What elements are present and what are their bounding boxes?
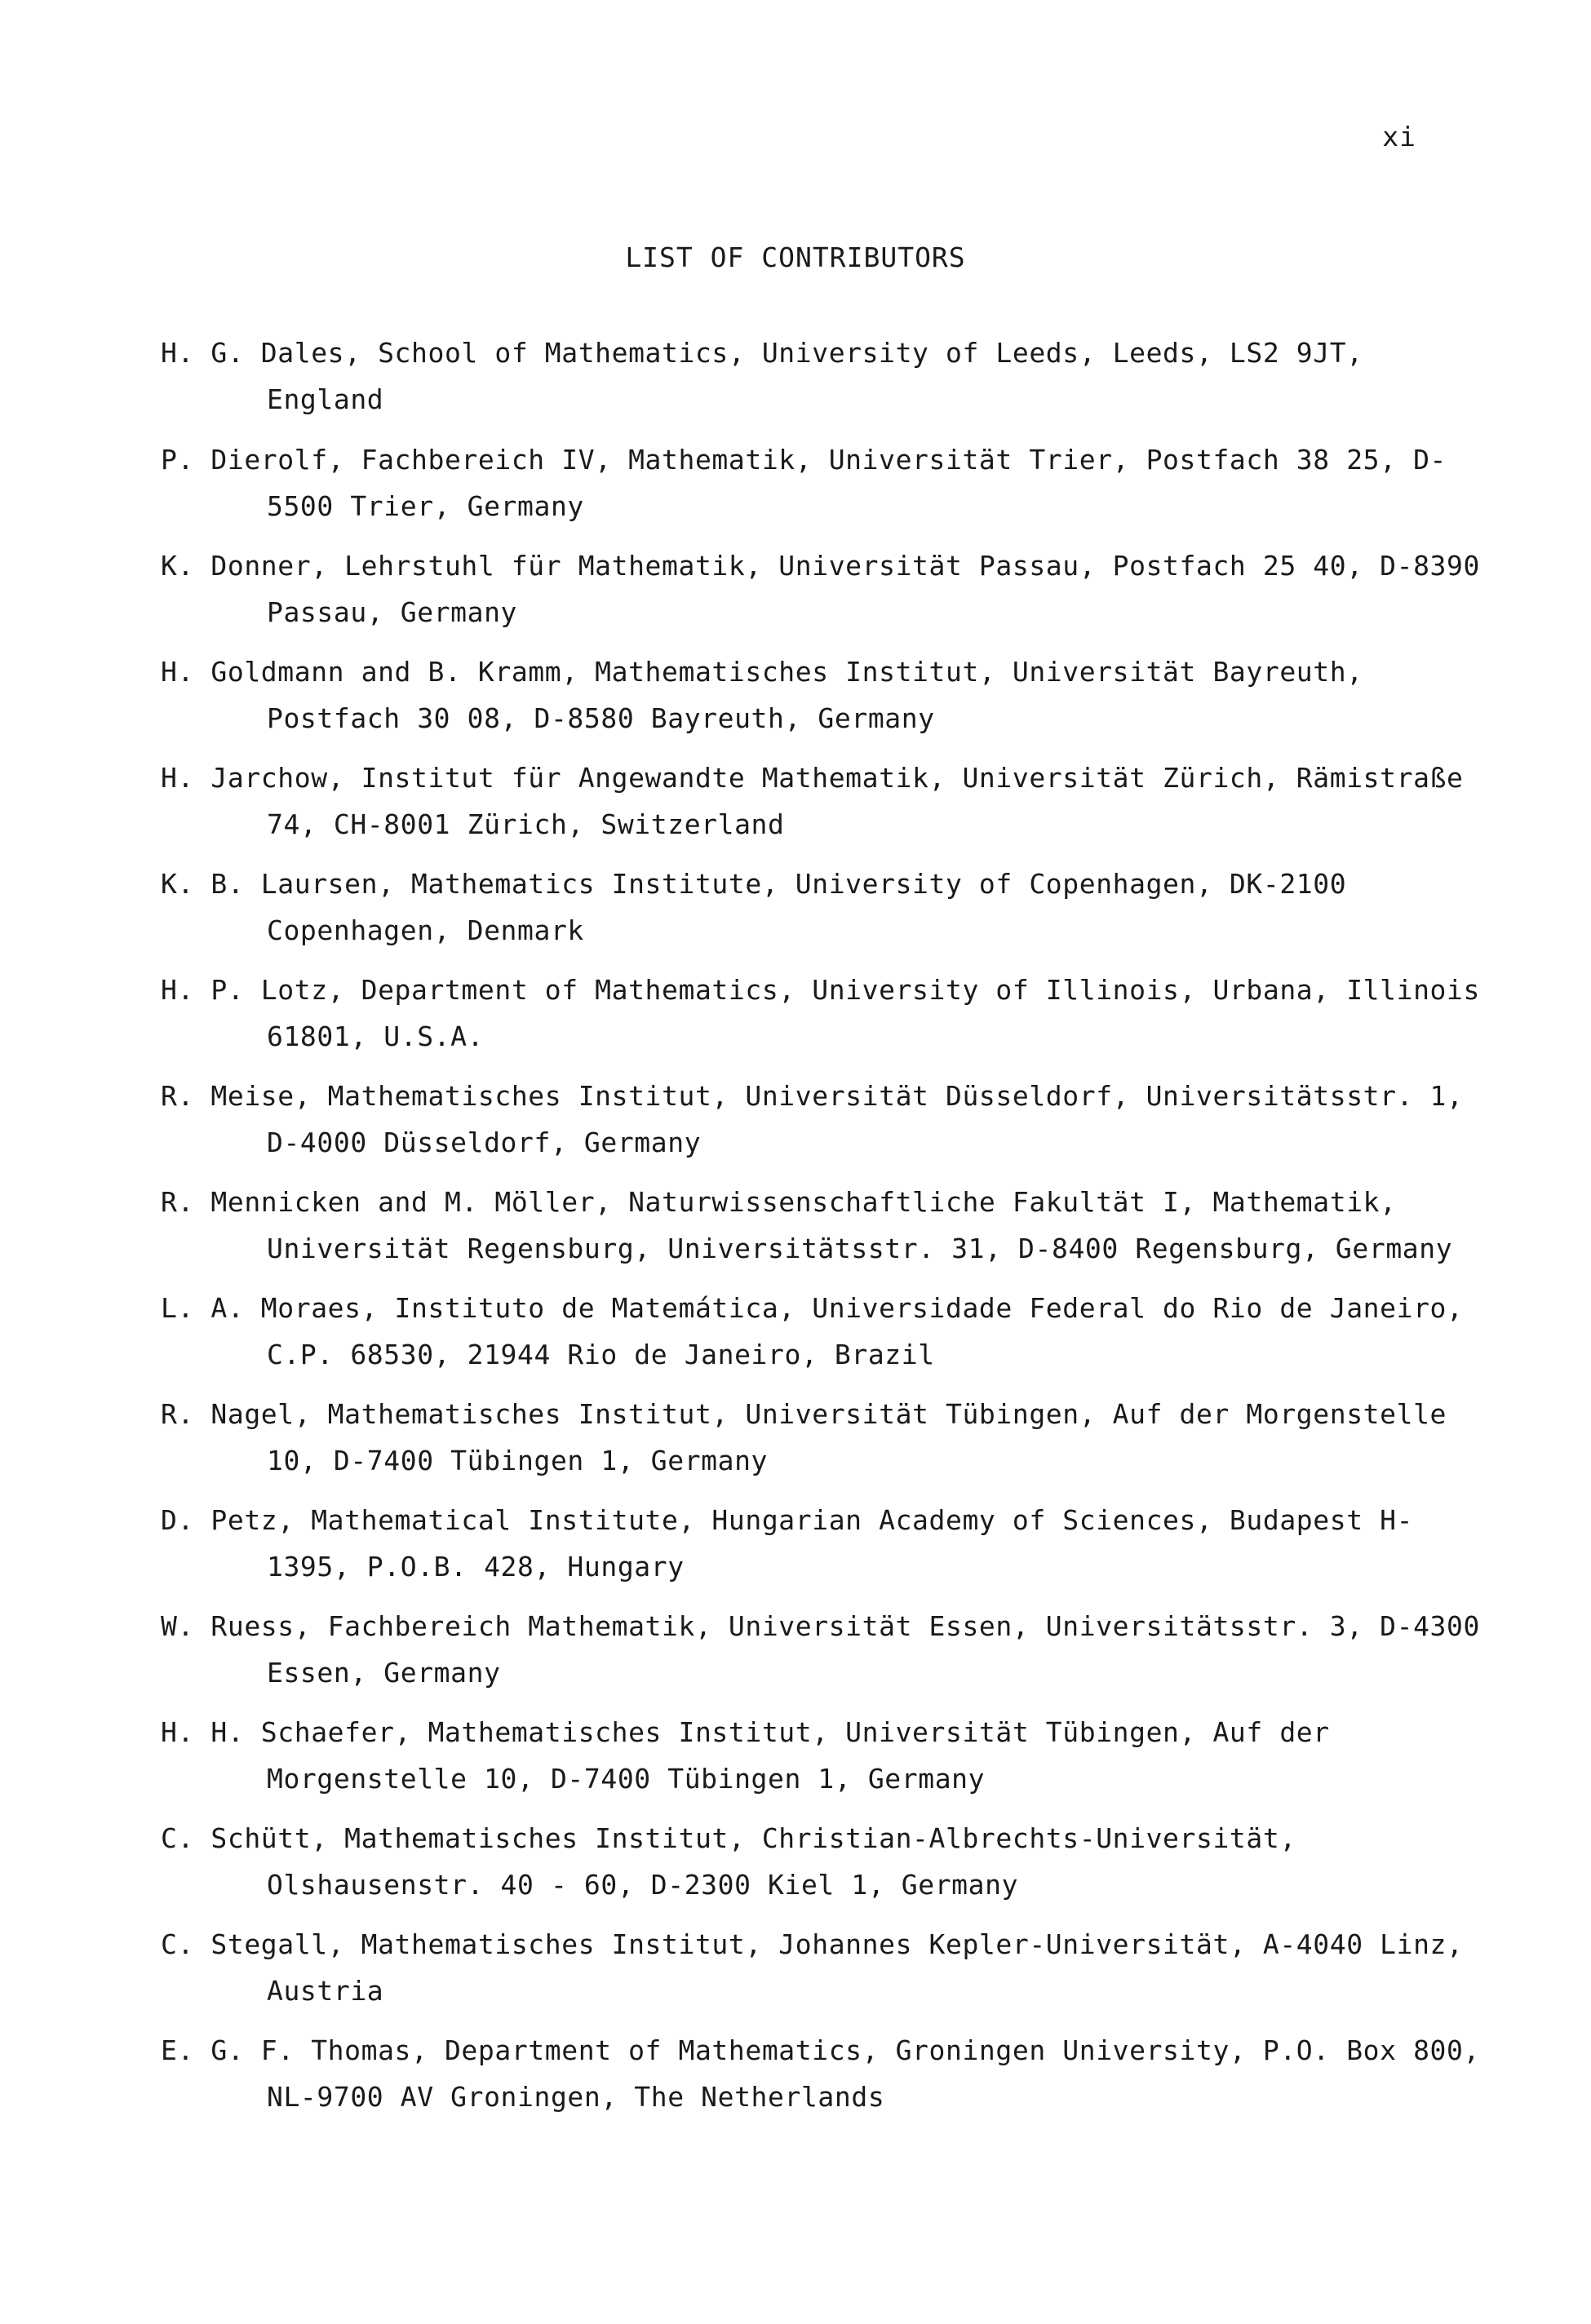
- contributor-entry: L. A. Moraes, Instituto de Matemática, Universidade Federal do Rio de Janeiro, C.P. 68530, 21944 Rio de Janeiro, Brazil: [161, 1292, 1464, 1370]
- contributor-entry: P. Dierolf, Fachbereich IV, Mathematik, Universität Trier, Postfach 38 25, D-5500 Trier, Germany: [161, 444, 1447, 522]
- contributor-entry: H. H. Schaefer, Mathematisches Institut, Universität Tübingen, Auf der Morgenstelle 10, D-7400 Tübingen 1, Germany: [161, 1716, 1330, 1795]
- contributor-entry: E. G. F. Thomas, Department of Mathematics, Groningen University, P.O. Box 800, NL-9700 AV Groningen, The Netherlands: [161, 2034, 1480, 2113]
- page-number: xi: [1382, 121, 1416, 153]
- contributor-entry: R. Mennicken and M. Möller, Naturwissenschaftliche Fakultät I, Mathematik, Universität Regensburg, Universitätsstr. 31, D-8400 Regensburg, Germany: [161, 1186, 1453, 1264]
- contributor-entry: R. Meise, Mathematisches Institut, Universität Düsseldorf, Universitätsstr. 1, D-4000 Düsseldorf, Germany: [161, 1080, 1464, 1158]
- contributor-entry: C. Schütt, Mathematisches Institut, Christian-Albrechts-Universität, Olshausenstr. 40 - 60, D-2300 Kiel 1, Germany: [161, 1822, 1296, 1901]
- contributor-entry: C. Stegall, Mathematisches Institut, Johannes Kepler-Universität, A-4040 Linz, Austria: [161, 1928, 1464, 2007]
- contributor-entry: D. Petz, Mathematical Institute, Hungarian Academy of Sciences, Budapest H-1395, P.O.B. 428, Hungary: [161, 1504, 1414, 1583]
- contributor-entry: H. Goldmann and B. Kramm, Mathematisches Institut, Universität Bayreuth, Postfach 30 08, D-8580 Bayreuth, Germany: [161, 656, 1363, 734]
- contributor-entry: H. G. Dales, School of Mathematics, University of Leeds, Leeds, LS2 9JT, England: [161, 337, 1363, 415]
- contributor-entry: R. Nagel, Mathematisches Institut, Universität Tübingen, Auf der Morgenstelle 10, D-7400 Tübingen 1, Germany: [161, 1398, 1447, 1476]
- contributor-entry: W. Ruess, Fachbereich Mathematik, Universität Essen, Universitätsstr. 3, D-4300 Essen, Germany: [161, 1610, 1480, 1689]
- page-title: LIST OF CONTRIBUTORS: [625, 241, 966, 273]
- contributor-entry: K. Donner, Lehrstuhl für Mathematik, Universität Passau, Postfach 25 40, D-8390 Passau, Germany: [161, 550, 1480, 628]
- contributor-entry: H. P. Lotz, Department of Mathematics, University of Illinois, Urbana, Illinois 61801, U.S.A.: [161, 974, 1480, 1052]
- contributor-entry: H. Jarchow, Institut für Angewandte Mathematik, Universität Zürich, Rämistraße 74, CH-8001 Zürich, Switzerland: [161, 762, 1464, 840]
- contributor-list: [161, 330, 1482, 2133]
- contributor-entry: K. B. Laursen, Mathematics Institute, University of Copenhagen, DK-2100 Copenhagen, Denmark: [161, 868, 1347, 946]
